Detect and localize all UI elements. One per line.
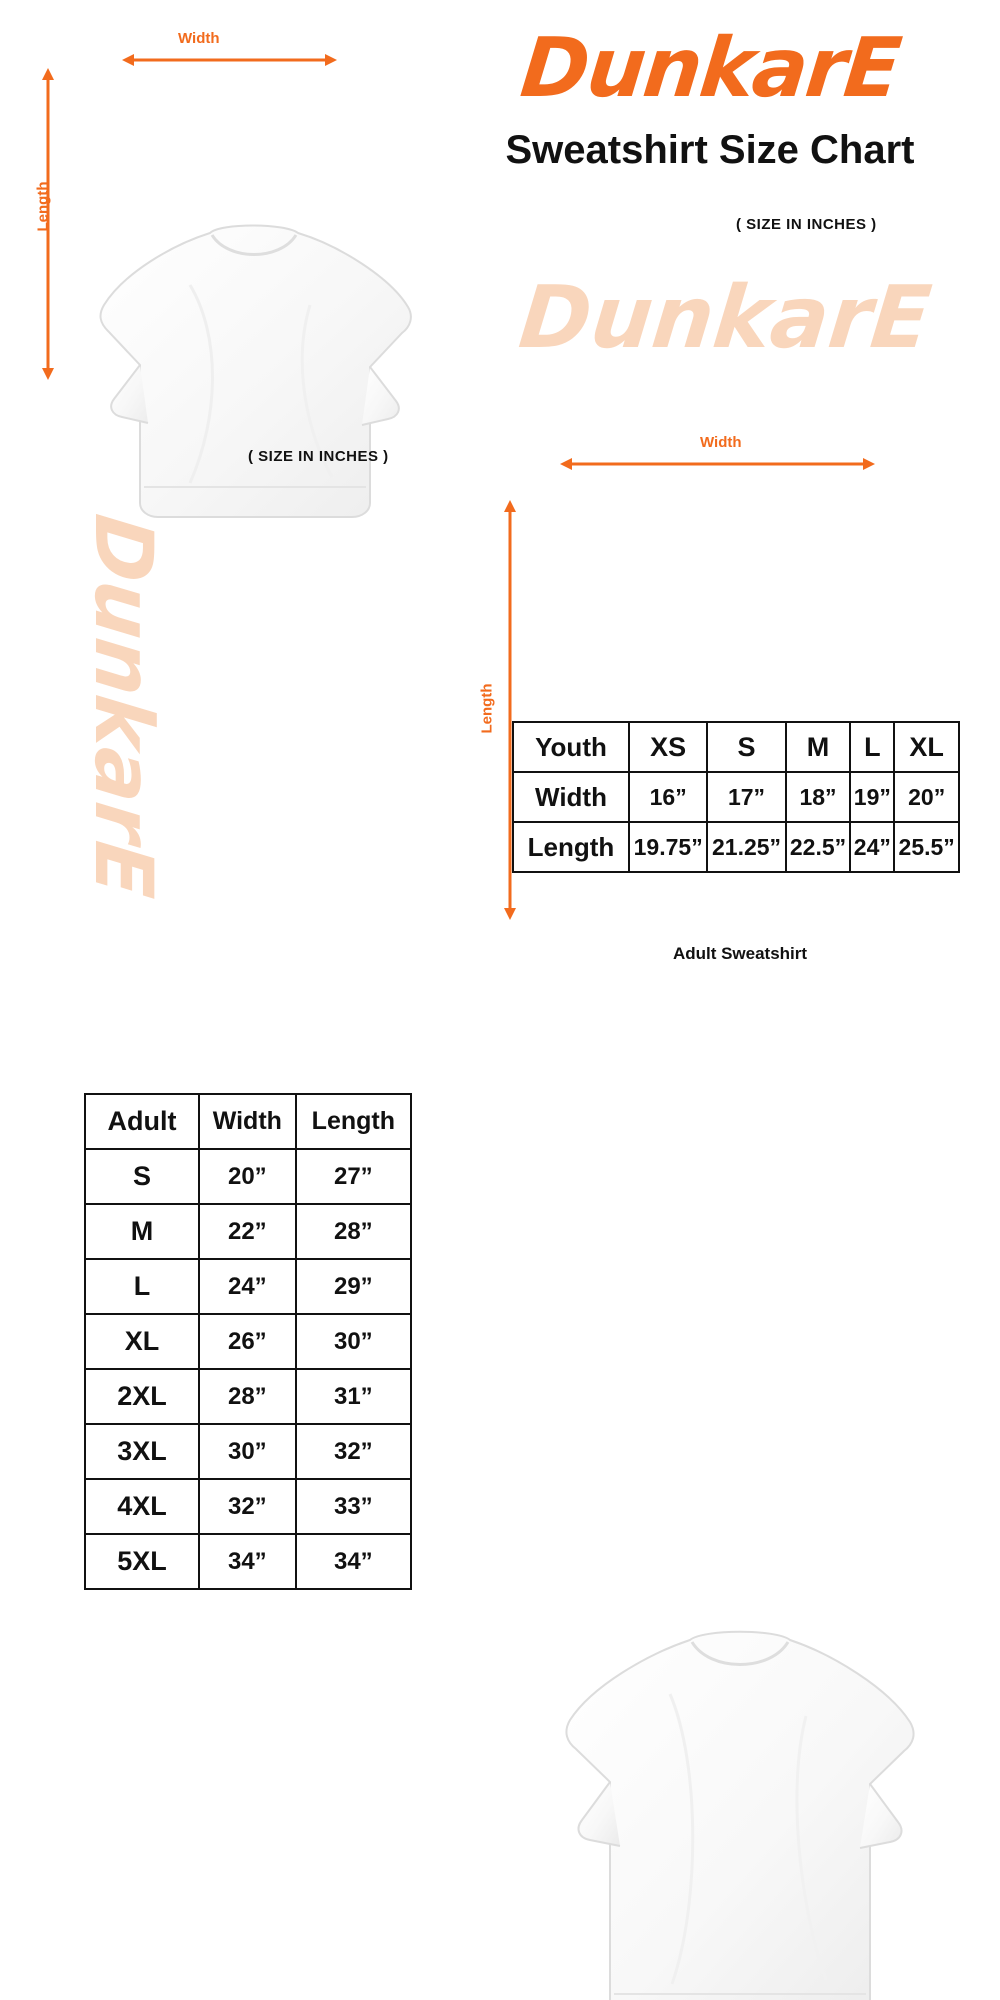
youth-width-m: 18” xyxy=(786,772,851,822)
adult-length-5xl: 34” xyxy=(296,1534,411,1589)
adult-size-3xl: 3XL xyxy=(85,1424,199,1479)
adult-size-2xl: 2XL xyxy=(85,1369,199,1424)
youth-length-l: 24” xyxy=(850,822,894,872)
adult-width-3xl: 30” xyxy=(199,1424,296,1479)
table-row xyxy=(85,1369,411,1424)
adult-length-xl: 30” xyxy=(296,1314,411,1369)
watermark-top: DunkarE xyxy=(514,268,936,368)
youth-header-label: Youth xyxy=(513,722,629,772)
youth-width-xs: 16” xyxy=(629,772,707,822)
youth-width-xl: 20” xyxy=(894,772,959,822)
brand-header xyxy=(430,21,990,173)
adult-col-header-length: Length xyxy=(296,1094,411,1149)
youth-size-xl: XL xyxy=(894,722,959,772)
adult-width-xl: 26” xyxy=(199,1314,296,1369)
adult-sweatshirt-illustration xyxy=(540,1624,1000,2000)
adult-length-m: 28” xyxy=(296,1204,411,1259)
youth-size-xs: XS xyxy=(629,722,707,772)
youth-size-units: ( SIZE IN INCHES ) xyxy=(736,216,877,233)
page-title: Sweatshirt Size Chart xyxy=(505,128,915,172)
adult-length-4xl: 33” xyxy=(296,1479,411,1534)
adult-length-label: Length xyxy=(478,683,496,734)
adult-size-5xl: 5XL xyxy=(85,1534,199,1589)
adult-length-s: 27” xyxy=(296,1149,411,1204)
youth-length-m: 22.5” xyxy=(786,822,851,872)
youth-width-arrow xyxy=(122,52,337,73)
youth-size-s: S xyxy=(707,722,785,772)
adult-width-2xl: 28” xyxy=(199,1369,296,1424)
youth-sweatshirt-illustration xyxy=(70,215,1000,545)
youth-width-l: 19” xyxy=(850,772,894,822)
table-row xyxy=(85,1149,411,1204)
table-row xyxy=(513,722,959,772)
youth-length-s: 21.25” xyxy=(707,822,785,872)
adult-caption: Adult Sweatshirt xyxy=(672,944,808,963)
youth-length-xs: 19.75” xyxy=(629,822,707,872)
table-row xyxy=(85,1314,411,1369)
adult-width-m: 22” xyxy=(199,1204,296,1259)
youth-size-table xyxy=(512,721,1000,873)
adult-col-header-size: Adult xyxy=(85,1094,199,1149)
youth-width-row-label: Width xyxy=(513,772,629,822)
youth-size-m: M xyxy=(786,722,851,772)
youth-size-l: L xyxy=(850,722,894,772)
watermark-left: DunkarE xyxy=(77,510,170,902)
youth-width-s: 17” xyxy=(707,772,785,822)
table-row xyxy=(85,1479,411,1534)
adult-size-m: M xyxy=(85,1204,199,1259)
youth-length-label: Length xyxy=(34,181,52,232)
adult-width-label: Width xyxy=(700,434,742,451)
adult-size-xl: XL xyxy=(85,1314,199,1369)
table-row xyxy=(513,772,959,822)
table-row xyxy=(85,1204,411,1259)
adult-width-s: 20” xyxy=(199,1149,296,1204)
youth-length-row-label: Length xyxy=(513,822,629,872)
table-row xyxy=(513,822,959,872)
adult-size-l: L xyxy=(85,1259,199,1314)
adult-size-table xyxy=(84,1093,1000,1590)
adult-length-3xl: 32” xyxy=(296,1424,411,1479)
table-row xyxy=(85,1094,411,1149)
adult-size-s: S xyxy=(85,1149,199,1204)
adult-size-4xl: 4XL xyxy=(85,1479,199,1534)
adult-col-header-width: Width xyxy=(199,1094,296,1149)
adult-size-units: ( SIZE IN INCHES ) xyxy=(248,448,389,465)
adult-length-2xl: 31” xyxy=(296,1369,411,1424)
adult-length-l: 29” xyxy=(296,1259,411,1314)
adult-width-5xl: 34” xyxy=(199,1534,296,1589)
adult-width-4xl: 32” xyxy=(199,1479,296,1534)
youth-length-arrow xyxy=(40,68,56,385)
youth-length-xl: 25.5” xyxy=(894,822,959,872)
youth-width-label: Width xyxy=(178,30,220,47)
table-row xyxy=(85,1259,411,1314)
adult-width-l: 24” xyxy=(199,1259,296,1314)
table-row xyxy=(85,1424,411,1479)
table-row xyxy=(85,1534,411,1589)
brand-logo-text: DunkarE xyxy=(516,21,904,116)
